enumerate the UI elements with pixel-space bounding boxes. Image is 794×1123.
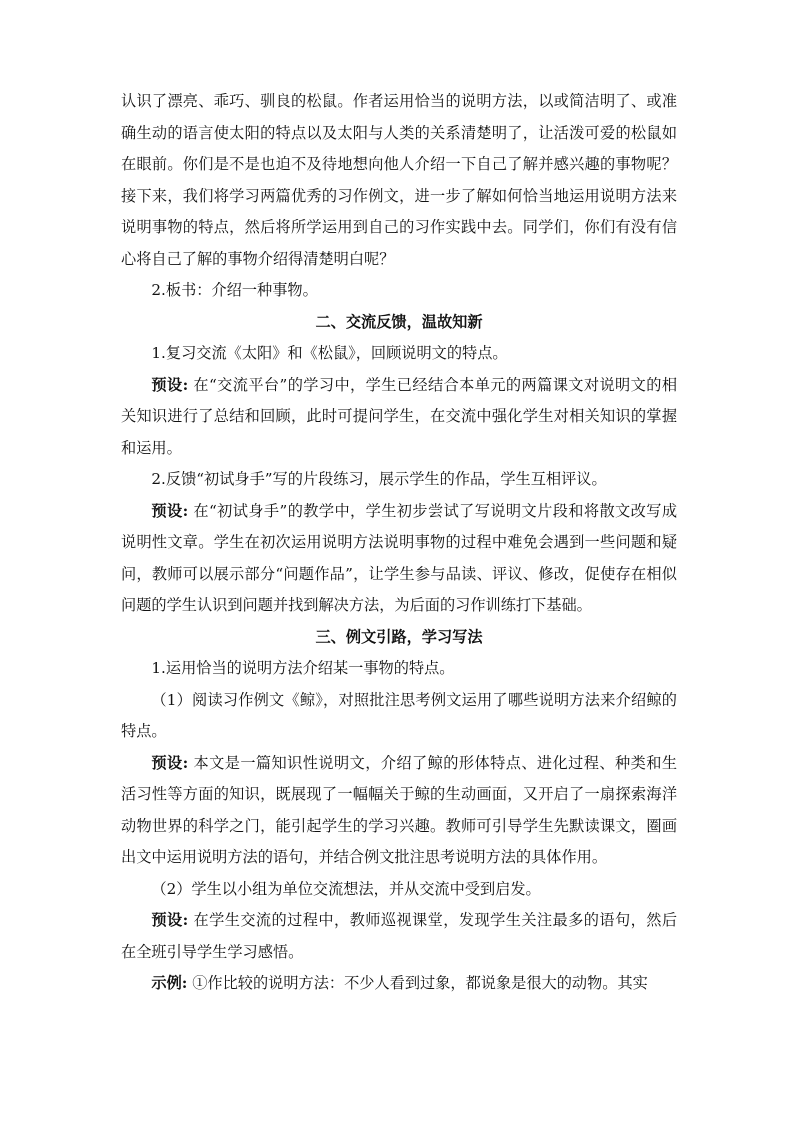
preset-label: 预设: xyxy=(151,501,189,520)
paragraph-preset-2 xyxy=(121,496,677,622)
paragraph-group-exchange: （2）学生以小组为单位交流想法，并从交流中受到启发。 xyxy=(151,879,541,898)
preset-text: 在“初试身手”的教学中，学生初步尝试了写说明文片段和将散文改写成说明性文章。学生在初次运用说明方法说明事物的过程中难免会遇到一些问题和疑问，教师可以展示部分“问题作品”，让学生参与品读、评议、修改，促使存在相似问题的学生认识到问题并找到解决方法，为后面的习作训练打下基础。 xyxy=(121,501,678,614)
paragraph-example xyxy=(121,968,677,1000)
paragraph-preset-3 xyxy=(121,748,677,874)
paragraph-review: 1.复习交流《太阳》和《松鼠》，回顾说明文的特点。 xyxy=(151,344,508,362)
document-page xyxy=(121,86,677,1000)
section-heading-2: 二、交流反馈，温故知新 xyxy=(315,312,483,331)
preset-text: 在学生交流的过程中，教师巡视课堂，发现学生关注最多的语句，然后在全班引导学生学习感悟。 xyxy=(121,911,678,961)
preset-label: 预设: xyxy=(151,375,189,394)
paragraph-board: 2.板书：介绍一种事物。 xyxy=(151,281,318,299)
example-label: 示例: xyxy=(151,974,188,992)
preset-label: 预设: xyxy=(151,911,189,929)
example-text: ①作比较的说明方法：不少人看到过象，都说象是很大的动物。其实 xyxy=(187,974,648,992)
paragraph-feedback: 2.反馈“初试身手”写的片段练习，展示学生的作品，学生互相评议。 xyxy=(151,470,607,488)
preset-label: 预设: xyxy=(151,753,189,772)
paragraph-preset-1 xyxy=(121,370,677,465)
paragraph-read-example: （1）阅读习作例文《鲸》，对照批注思考例文运用了哪些说明方法来介绍鲸的特点。 xyxy=(121,690,677,740)
paragraph-method: 1.运用恰当的说明方法介绍某一事物的特点。 xyxy=(151,659,455,677)
section-heading-3: 三、例文引路，学习写法 xyxy=(315,627,483,646)
preset-text: 在“交流平台”的学习中，学生已经结合本单元的两篇课文对说明文的相关知识进行了总结和回顾，此时可提问学生，在交流中强化学生对相关知识的掌握和运用。 xyxy=(121,375,678,457)
paragraph-preset-4 xyxy=(121,905,677,968)
paragraph-intro: 认识了漂亮、乖巧、驯良的松鼠。作者运用恰当的说明方法，以或简洁明了、或准确生动的语言使太阳的特点以及太阳与人类的关系清楚明了，让活泼可爱的松鼠如在眼前。你们是不是也迫不及待地想向他人介绍一下自己了解并感兴趣的事物呢？接下来，我们将学习两篇优秀的习作例文，进一步了解如何恰当地运用说明方法来说明事物的特点，然后将所学运用到自己的习作实践中去。同学们，你们有没有信心将自己了解的事物介绍得清楚明白呢？ xyxy=(121,92,677,268)
preset-text: 本文是一篇知识性说明文，介绍了鲸的形体特点、进化过程、种类和生活习性等方面的知识，既展现了一幅幅关于鲸的生动画面，又开启了一扇探索海洋动物世界的科学之门，能引起学生的学习兴趣。教师可引导学生先默读课文，圈画出文中运用说明方法的语句，并结合例文批注思考说明方法的具体作用。 xyxy=(121,753,678,866)
